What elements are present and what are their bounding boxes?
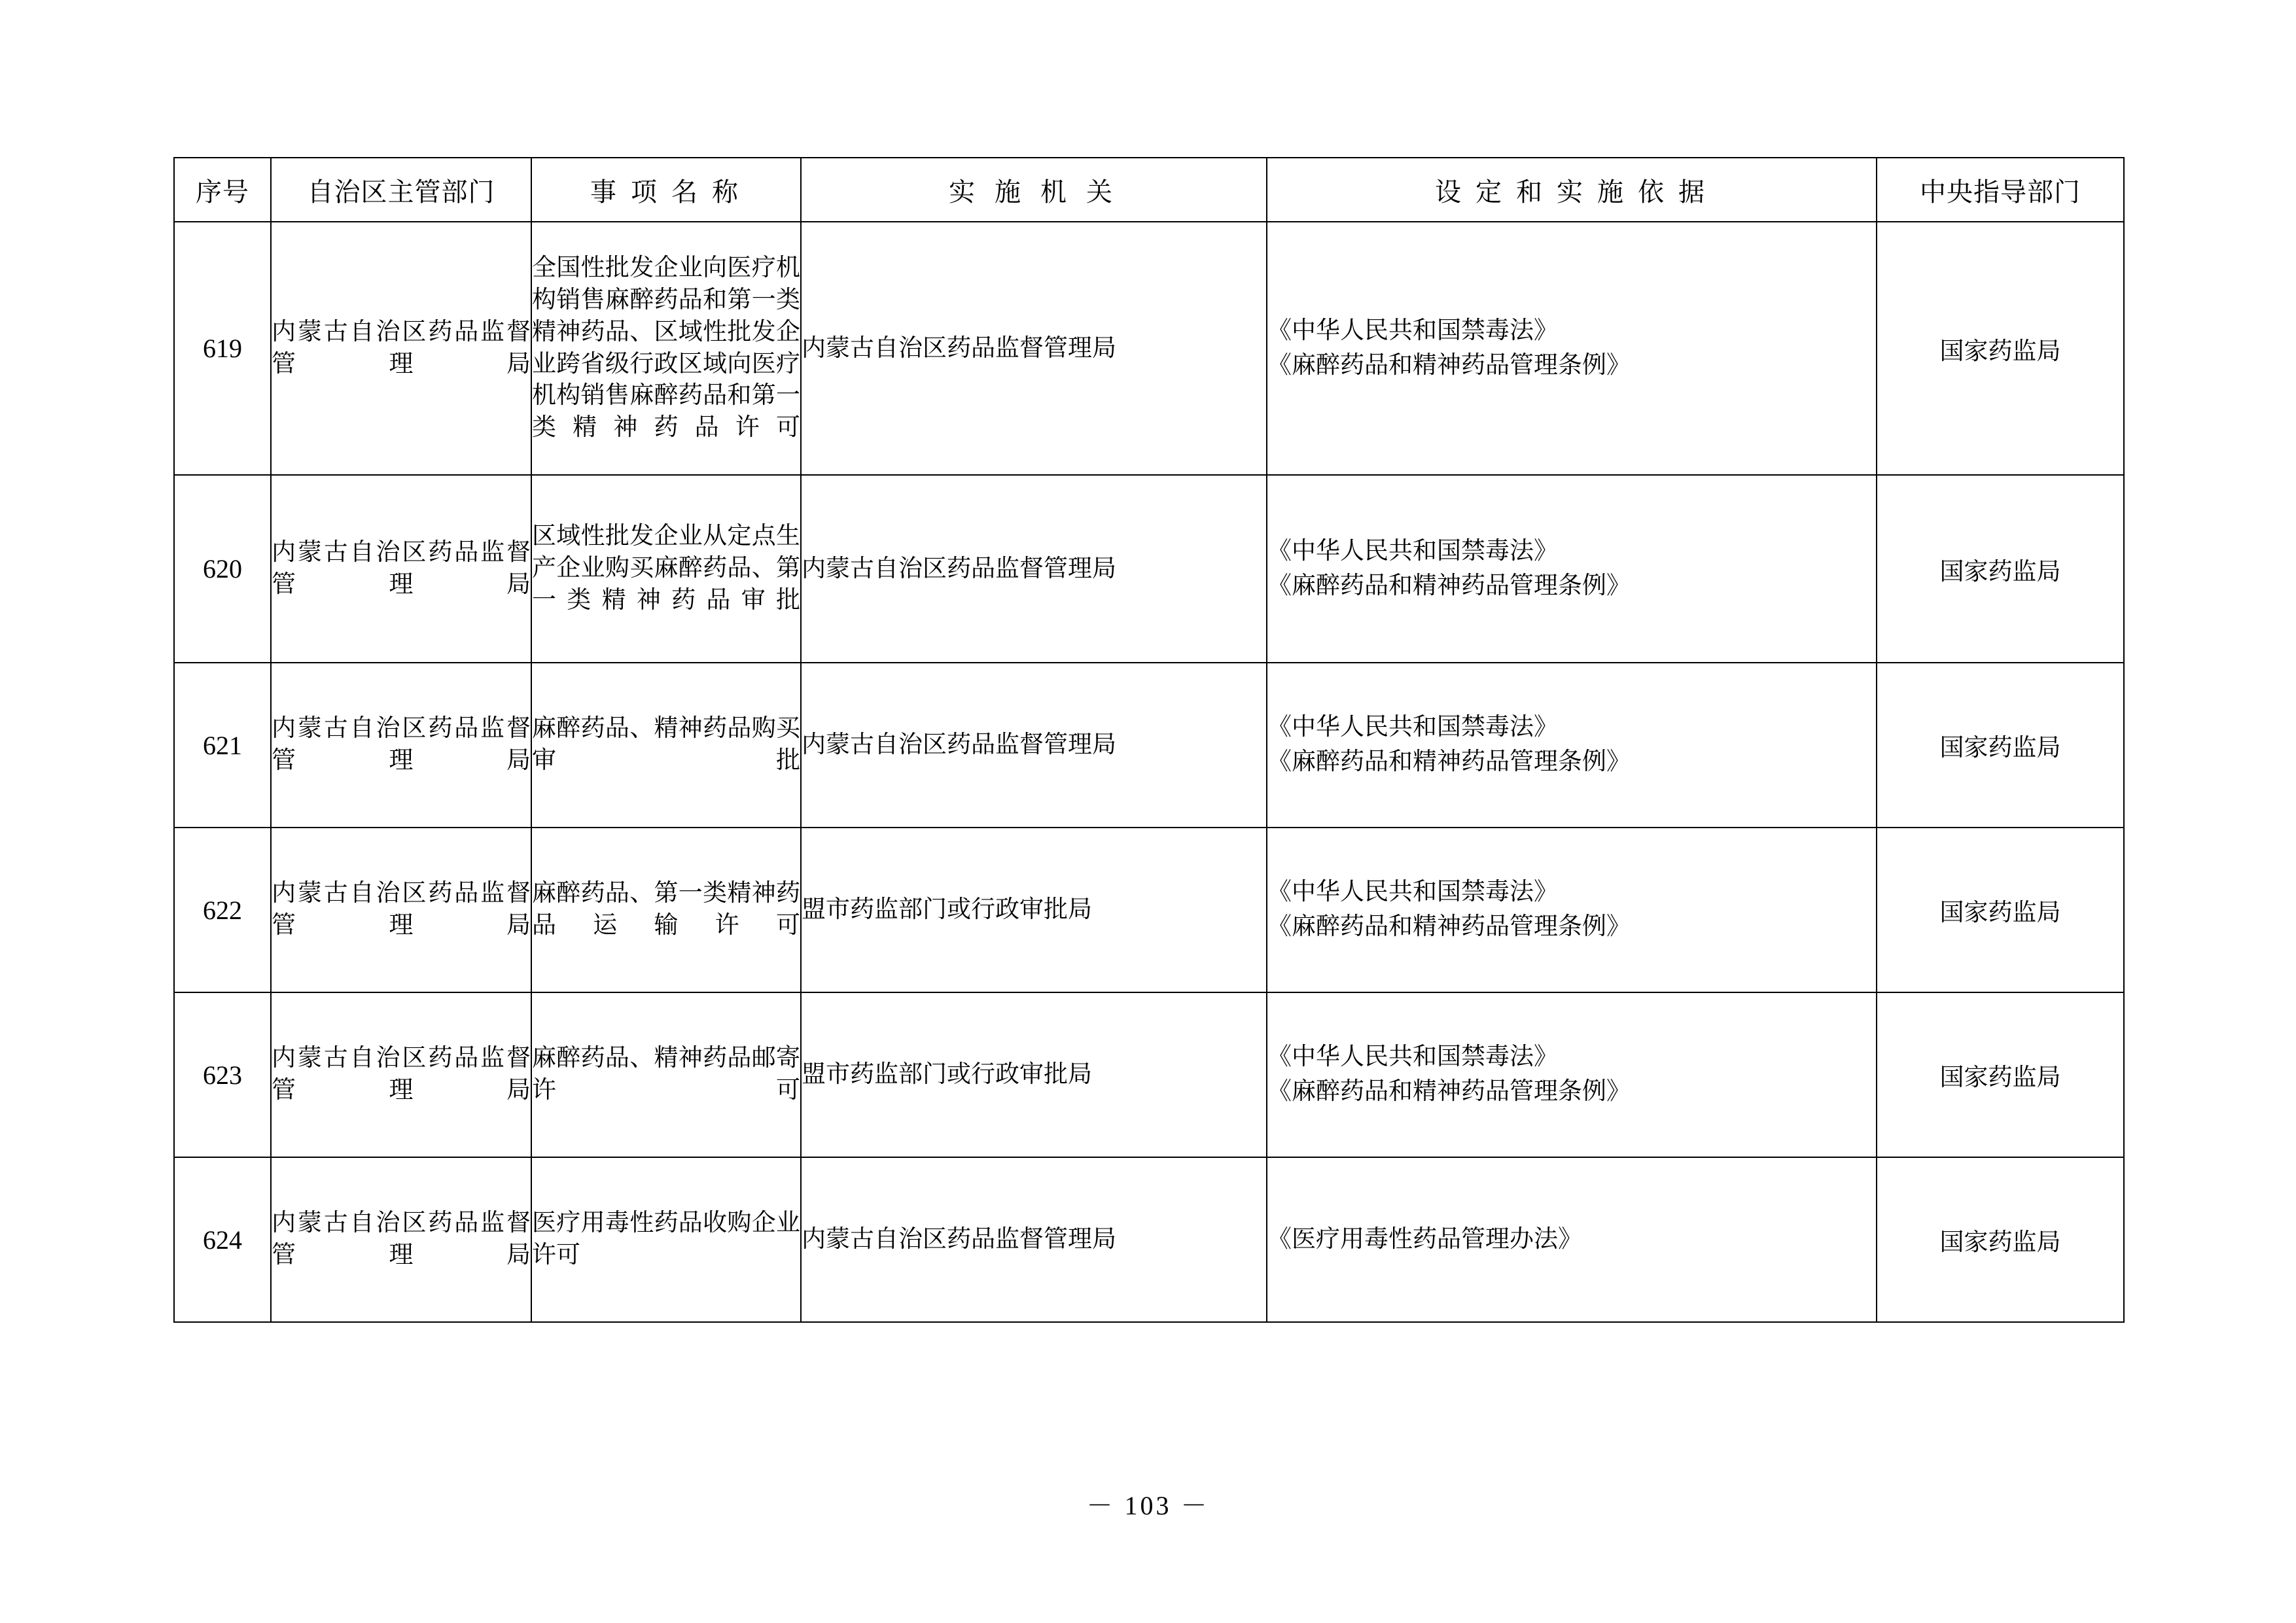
cell-central: 国家药监局 — [1877, 663, 2124, 828]
cell-dept: 内蒙古自治区药品监督管理局 — [271, 828, 531, 992]
table-row — [174, 475, 2124, 663]
basis-line: 《中华人民共和国禁毒法》 — [1267, 879, 1558, 906]
basis-line: 《麻醉药品和精神药品管理条例》 — [1267, 572, 1631, 599]
basis-line: 《医疗用毒性药品管理办法》 — [1267, 1225, 1582, 1253]
cell-dept: 内蒙古自治区药品监督管理局 — [271, 222, 531, 475]
cell-basis — [1267, 828, 1877, 992]
cell-basis — [1267, 222, 1877, 475]
cell-item: 区域性批发企业从定点生产企业购买麻醉药品、第一类精神药品审批 — [531, 475, 801, 663]
table-row — [174, 828, 2124, 992]
cell-central: 国家药监局 — [1877, 828, 2124, 992]
table-header — [174, 158, 2124, 222]
cell-basis — [1267, 663, 1877, 828]
basis-line: 《中华人民共和国禁毒法》 — [1267, 714, 1558, 741]
table-body — [174, 222, 2124, 1322]
cell-org: 盟市药监部门或行政审批局 — [801, 992, 1267, 1157]
cell-item: 全国性批发企业向医疗机构销售麻醉药品和第一类精神药品、区域性批发企业跨省级行政区域向医疗机构销售麻醉药品和第一类精神药品许可 — [531, 222, 801, 475]
column-header-seq: 序号 — [174, 158, 271, 222]
column-header-dept: 自治区主管部门 — [271, 158, 531, 222]
cell-dept: 内蒙古自治区药品监督管理局 — [271, 992, 531, 1157]
page-number: － 103 － — [1086, 1491, 1210, 1520]
licensing-items-table — [173, 157, 2125, 1323]
basis-line: 《麻醉药品和精神药品管理条例》 — [1267, 1078, 1631, 1105]
column-header-central: 中央指导部门 — [1877, 158, 2124, 222]
cell-seq: 619 — [174, 222, 271, 475]
cell-org: 内蒙古自治区药品监督管理局 — [801, 663, 1267, 828]
cell-dept: 内蒙古自治区药品监督管理局 — [271, 475, 531, 663]
cell-item: 麻醉药品、精神药品购买审批 — [531, 663, 801, 828]
column-header-org: 实 施 机 关 — [801, 158, 1267, 222]
cell-org: 盟市药监部门或行政审批局 — [801, 828, 1267, 992]
cell-basis — [1267, 1157, 1877, 1322]
cell-org: 内蒙古自治区药品监督管理局 — [801, 1157, 1267, 1322]
table-row — [174, 992, 2124, 1157]
table-header-row — [174, 158, 2124, 222]
basis-line: 《麻醉药品和精神药品管理条例》 — [1267, 351, 1631, 379]
cell-item: 麻醉药品、精神药品邮寄许可 — [531, 992, 801, 1157]
cell-seq: 623 — [174, 992, 271, 1157]
licensing-items-table-wrapper — [173, 157, 2123, 1323]
cell-dept: 内蒙古自治区药品监督管理局 — [271, 1157, 531, 1322]
cell-basis — [1267, 992, 1877, 1157]
basis-line: 《中华人民共和国禁毒法》 — [1267, 537, 1558, 565]
column-header-basis: 设 定 和 实 施 依 据 — [1267, 158, 1877, 222]
cell-seq: 621 — [174, 663, 271, 828]
cell-central: 国家药监局 — [1877, 1157, 2124, 1322]
cell-seq: 624 — [174, 1157, 271, 1322]
cell-central: 国家药监局 — [1877, 475, 2124, 663]
cell-central: 国家药监局 — [1877, 222, 2124, 475]
cell-seq: 620 — [174, 475, 271, 663]
table-row — [174, 222, 2124, 475]
table-row — [174, 663, 2124, 828]
table-row — [174, 1157, 2124, 1322]
cell-seq: 622 — [174, 828, 271, 992]
basis-line: 《麻醉药品和精神药品管理条例》 — [1267, 748, 1631, 775]
cell-basis — [1267, 475, 1877, 663]
cell-item: 医疗用毒性药品收购企业许可 — [531, 1157, 801, 1322]
cell-org: 内蒙古自治区药品监督管理局 — [801, 475, 1267, 663]
cell-org: 内蒙古自治区药品监督管理局 — [801, 222, 1267, 475]
basis-line: 《麻醉药品和精神药品管理条例》 — [1267, 913, 1631, 940]
basis-line: 《中华人民共和国禁毒法》 — [1267, 1043, 1558, 1071]
basis-line: 《中华人民共和国禁毒法》 — [1267, 317, 1558, 344]
column-header-item: 事 项 名 称 — [531, 158, 801, 222]
cell-central: 国家药监局 — [1877, 992, 2124, 1157]
cell-item: 麻醉药品、第一类精神药品运输许可 — [531, 828, 801, 992]
cell-dept: 内蒙古自治区药品监督管理局 — [271, 663, 531, 828]
